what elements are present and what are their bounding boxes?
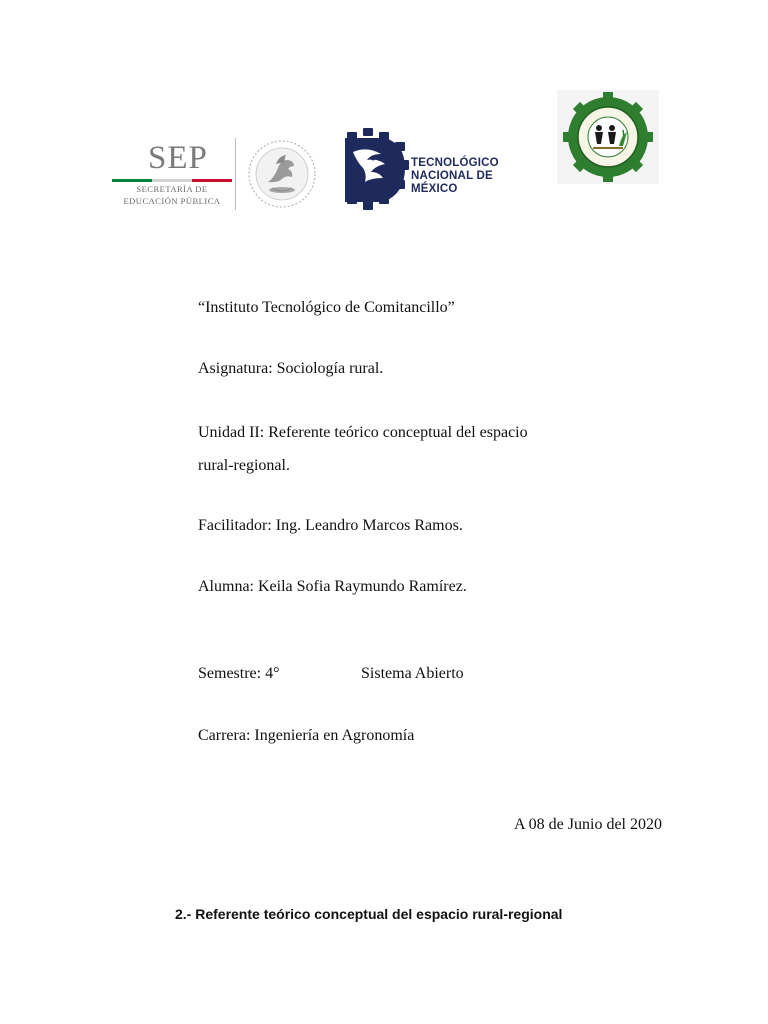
sep-red-stripe	[192, 179, 232, 182]
logo-divider	[235, 138, 236, 210]
facilitator-line: Facilitador: Ing. Leandro Marcos Ramos.	[198, 517, 463, 534]
tecnm-line-1: TECNOLÓGICO	[411, 157, 499, 169]
sep-line-1: SECRETARÍA DE	[136, 184, 208, 194]
career-line: Carrera: Ingeniería en Agronomía	[198, 727, 415, 744]
sep-green-stripe	[112, 179, 152, 182]
date-line: A 08 de Junio del 2020	[514, 816, 662, 833]
student-line: Alumna: Keila Sofia Raymundo Ramírez.	[198, 578, 467, 595]
sep-white-stripe	[152, 179, 192, 182]
section-heading: 2.- Referente teórico conceptual del espacio rural-regional	[175, 906, 563, 922]
unit-line-1: Unidad II: Referente teórico conceptual del espacio	[198, 424, 528, 441]
semester-line: Semestre: 4°	[198, 665, 280, 682]
mexican-coat-of-arms-icon	[246, 138, 318, 210]
sep-line-2: EDUCACIÓN PÚBLICA	[123, 196, 221, 206]
tecnm-line-2: NACIONAL DE MÉXICO	[411, 170, 493, 195]
school-gear-seal-icon	[557, 90, 659, 184]
system-line: Sistema Abierto	[361, 665, 464, 682]
unit-line-2: rural-regional.	[198, 457, 290, 474]
tecnm-gear-eagle-icon	[343, 128, 409, 210]
institute-name: “Instituto Tecnológico de Comitancillo”	[198, 299, 455, 316]
sep-abbr: SEP	[148, 140, 208, 176]
sep-logo	[108, 140, 236, 210]
subject-line: Asignatura: Sociología rural.	[198, 360, 384, 377]
